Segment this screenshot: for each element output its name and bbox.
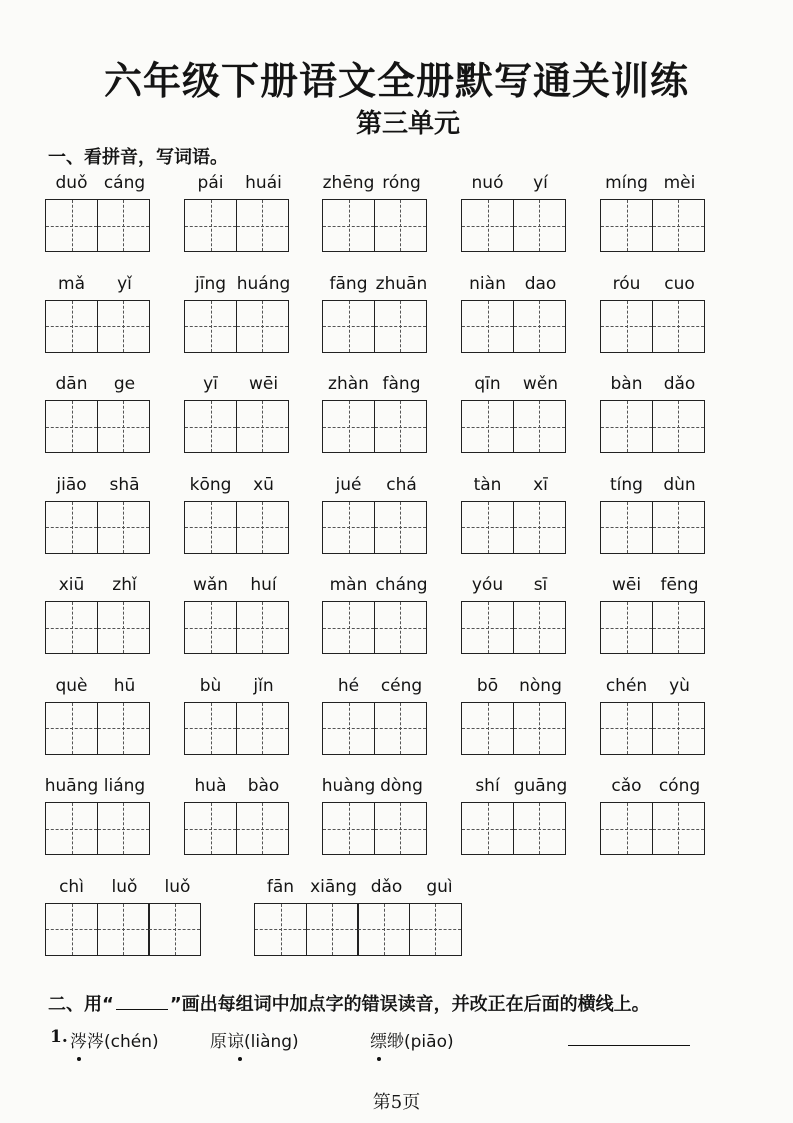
- pinyin-label: fān: [266, 876, 295, 897]
- pinyin-label: zhǐ: [112, 575, 137, 595]
- writing-box[interactable]: [461, 400, 514, 453]
- writing-box[interactable]: [652, 802, 705, 855]
- writing-box[interactable]: [322, 802, 375, 855]
- writing-box[interactable]: [236, 702, 289, 755]
- pinyin-label: guāng: [513, 776, 568, 796]
- q1-word-2-reading: (liàng): [244, 1032, 299, 1052]
- writing-box[interactable]: [513, 300, 566, 353]
- pinyin-label: yóu: [471, 575, 504, 595]
- writing-box[interactable]: [652, 601, 705, 654]
- pinyin-label: wēi: [248, 374, 279, 394]
- pinyin-label: luǒ: [164, 876, 191, 897]
- pinyin-label: huāng: [44, 776, 99, 796]
- writing-box[interactable]: [45, 199, 98, 252]
- pinyin-label: dao: [524, 273, 557, 294]
- pinyin-label: bō: [476, 675, 499, 696]
- q1-word-1: [70, 1027, 159, 1052]
- unit-subtitle: 第三单元: [356, 109, 461, 139]
- pinyin-label: jiāo: [56, 474, 87, 495]
- section2-heading-post: ”画出每组词中加点字的错误读音，并改正在后面的横线上。: [169, 994, 650, 1015]
- writing-box[interactable]: [461, 199, 514, 252]
- page-number: 第5页: [372, 1092, 421, 1113]
- pinyin-label: kōng: [189, 474, 232, 495]
- writing-box[interactable]: [236, 300, 289, 353]
- writing-box[interactable]: [236, 601, 289, 654]
- writing-box[interactable]: [461, 601, 514, 654]
- writing-box[interactable]: [652, 300, 705, 353]
- writing-box[interactable]: [513, 501, 566, 554]
- pinyin-label: cǎo: [611, 776, 642, 796]
- writing-box[interactable]: [148, 903, 201, 956]
- writing-box[interactable]: [236, 199, 289, 252]
- pinyin-label: jué: [335, 474, 362, 495]
- writing-box[interactable]: [97, 601, 150, 654]
- pinyin-label: míng: [605, 173, 648, 193]
- pinyin-label: dān: [55, 374, 88, 394]
- pinyin-label: mèi: [663, 173, 696, 193]
- writing-box[interactable]: [652, 702, 705, 755]
- pinyin-label: dǎo: [370, 876, 403, 897]
- pinyin-label: mǎ: [58, 273, 85, 294]
- pinyin-label: sī: [533, 575, 548, 595]
- writing-box[interactable]: [513, 199, 566, 252]
- writing-box[interactable]: [461, 300, 514, 353]
- writing-box[interactable]: [322, 199, 375, 252]
- pinyin-label: cáng: [103, 173, 146, 193]
- pinyin-label: pái: [197, 173, 224, 193]
- q1-word-2: [210, 1027, 299, 1052]
- pinyin-label: dǎo: [663, 374, 696, 394]
- pinyin-label: chì: [59, 876, 84, 897]
- pinyin-label: wěn: [522, 374, 559, 394]
- pinyin-label: xī: [533, 474, 548, 495]
- pinyin-label: bù: [199, 675, 222, 696]
- pinyin-label: fāng: [329, 273, 368, 294]
- writing-box[interactable]: [236, 400, 289, 453]
- writing-box[interactable]: [97, 802, 150, 855]
- section2-heading-pre: 二、用“: [48, 994, 114, 1015]
- pinyin-label: ge: [113, 374, 136, 394]
- writing-box[interactable]: [184, 802, 237, 855]
- pinyin-label: niàn: [469, 273, 506, 294]
- writing-box[interactable]: [97, 400, 150, 453]
- writing-box[interactable]: [45, 501, 98, 554]
- writing-box[interactable]: [184, 400, 237, 453]
- writing-box[interactable]: [184, 199, 237, 252]
- writing-box[interactable]: [600, 802, 653, 855]
- writing-box[interactable]: [513, 702, 566, 755]
- pinyin-label: hé: [337, 675, 360, 696]
- pinyin-label: dòng: [380, 776, 423, 796]
- writing-box[interactable]: [184, 501, 237, 554]
- pinyin-label: nuó: [471, 173, 504, 193]
- pinyin-label: bàn: [610, 374, 643, 394]
- writing-box[interactable]: [652, 400, 705, 453]
- writing-box[interactable]: [461, 702, 514, 755]
- pinyin-label: shí: [475, 776, 500, 796]
- writing-box[interactable]: [45, 802, 98, 855]
- section2-heading: [48, 990, 650, 1016]
- pinyin-label: huáng: [236, 273, 291, 294]
- writing-box[interactable]: [254, 903, 307, 956]
- writing-box[interactable]: [513, 601, 566, 654]
- pinyin-label: xiū: [58, 575, 85, 595]
- writing-box[interactable]: [513, 802, 566, 855]
- writing-box[interactable]: [97, 702, 150, 755]
- pinyin-label: tàn: [473, 474, 502, 495]
- writing-box[interactable]: [184, 300, 237, 353]
- writing-box[interactable]: [600, 702, 653, 755]
- writing-box[interactable]: [97, 300, 150, 353]
- q1-word-3: [370, 1027, 454, 1052]
- page-title: 六年级下册语文全册默写通关训练: [103, 58, 689, 103]
- pinyin-label: huàng: [321, 776, 376, 796]
- pinyin-label: chén: [605, 675, 648, 696]
- writing-box[interactable]: [322, 601, 375, 654]
- pinyin-label: zhēng: [322, 173, 375, 193]
- writing-box[interactable]: [600, 199, 653, 252]
- question-number: 1.: [50, 1027, 68, 1047]
- writing-box[interactable]: [97, 903, 150, 956]
- pinyin-label: xiāng: [310, 876, 357, 897]
- pinyin-label: wǎn: [192, 575, 229, 595]
- writing-box[interactable]: [374, 400, 427, 453]
- writing-box[interactable]: [357, 903, 410, 956]
- writing-box[interactable]: [97, 501, 150, 554]
- pinyin-label: qīn: [474, 374, 501, 394]
- pinyin-label: róu: [612, 273, 641, 294]
- pinyin-label: jǐn: [253, 675, 274, 696]
- pinyin-label: guì: [426, 876, 453, 897]
- pinyin-label: fàng: [382, 374, 421, 394]
- pinyin-label: bào: [247, 776, 280, 796]
- q1-word-3-reading: (piāo): [404, 1032, 454, 1052]
- q1-word-2-text: 原谅: [210, 1032, 244, 1052]
- writing-box[interactable]: [409, 903, 462, 956]
- pinyin-label: huà: [194, 776, 227, 796]
- pinyin-label: dùn: [663, 474, 696, 495]
- pinyin-label: yí: [533, 173, 548, 193]
- q1-word-1-text: 涔涔: [70, 1032, 104, 1052]
- writing-box[interactable]: [45, 400, 98, 453]
- heading-blank-line: [116, 1009, 168, 1010]
- pinyin-label: céng: [380, 675, 423, 696]
- answer-line[interactable]: [568, 1045, 690, 1046]
- writing-box[interactable]: [45, 702, 98, 755]
- q1-word-1-reading: (chén): [104, 1032, 159, 1052]
- writing-box[interactable]: [600, 400, 653, 453]
- pinyin-label: cháng: [375, 575, 428, 595]
- writing-box[interactable]: [374, 601, 427, 654]
- pinyin-label: liáng: [103, 776, 146, 796]
- writing-box[interactable]: [45, 903, 98, 956]
- writing-box[interactable]: [374, 199, 427, 252]
- writing-box[interactable]: [322, 702, 375, 755]
- pinyin-label: yǐ: [117, 273, 132, 294]
- writing-box[interactable]: [322, 501, 375, 554]
- writing-box[interactable]: [600, 501, 653, 554]
- pinyin-label: zhàn: [328, 374, 369, 394]
- pinyin-label: màn: [329, 575, 368, 595]
- pinyin-label: shā: [109, 474, 140, 495]
- writing-box[interactable]: [184, 601, 237, 654]
- pinyin-label: chá: [386, 474, 417, 495]
- pinyin-label: què: [55, 675, 88, 696]
- writing-box[interactable]: [236, 802, 289, 855]
- writing-box[interactable]: [513, 400, 566, 453]
- section1-heading: 一、看拼音，写词语。: [48, 147, 228, 168]
- pinyin-label: huái: [245, 173, 282, 193]
- writing-box[interactable]: [461, 501, 514, 554]
- emphasis-dot: [377, 1057, 381, 1061]
- writing-box[interactable]: [236, 501, 289, 554]
- emphasis-dot: [238, 1057, 242, 1061]
- writing-box[interactable]: [374, 501, 427, 554]
- writing-box[interactable]: [45, 300, 98, 353]
- pinyin-label: luǒ: [111, 876, 138, 897]
- pinyin-label: huí: [250, 575, 277, 595]
- pinyin-label: yī: [203, 374, 218, 394]
- writing-box[interactable]: [306, 903, 359, 956]
- writing-box[interactable]: [97, 199, 150, 252]
- writing-box[interactable]: [652, 501, 705, 554]
- pinyin-label: nòng: [519, 675, 562, 696]
- writing-box[interactable]: [600, 601, 653, 654]
- pinyin-label: cuo: [664, 273, 695, 294]
- pinyin-label: duǒ: [55, 173, 88, 193]
- writing-box[interactable]: [374, 802, 427, 855]
- pinyin-label: cóng: [658, 776, 701, 796]
- pinyin-label: wēi: [611, 575, 642, 595]
- writing-box[interactable]: [652, 199, 705, 252]
- pinyin-label: tíng: [610, 474, 643, 495]
- pinyin-label: hū: [113, 675, 136, 696]
- pinyin-label: yù: [669, 675, 690, 696]
- pinyin-label: róng: [382, 173, 421, 193]
- q1-word-3-text: 缥缈: [370, 1032, 404, 1052]
- writing-box[interactable]: [461, 802, 514, 855]
- writing-box[interactable]: [374, 300, 427, 353]
- pinyin-label: jīng: [194, 273, 227, 294]
- pinyin-label: xū: [253, 474, 274, 495]
- pinyin-label: zhuān: [375, 273, 428, 294]
- writing-box[interactable]: [322, 400, 375, 453]
- pinyin-label: fēng: [660, 575, 699, 595]
- writing-box[interactable]: [600, 300, 653, 353]
- writing-box[interactable]: [374, 702, 427, 755]
- writing-box[interactable]: [322, 300, 375, 353]
- writing-box[interactable]: [184, 702, 237, 755]
- writing-box[interactable]: [45, 601, 98, 654]
- emphasis-dot: [77, 1057, 81, 1061]
